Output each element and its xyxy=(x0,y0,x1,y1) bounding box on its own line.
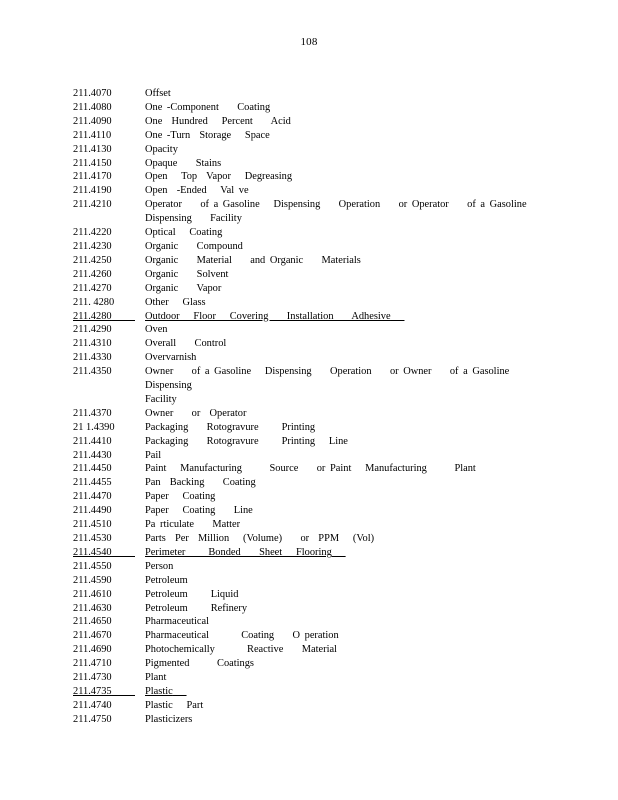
defined-term: Paper Coating xyxy=(145,491,216,503)
definition-entry xyxy=(73,351,543,365)
definition-entry xyxy=(73,198,543,226)
definition-entry xyxy=(73,713,543,727)
definition-entry xyxy=(73,588,543,602)
section-number: 211.4130 xyxy=(73,143,112,155)
definition-entry xyxy=(73,282,543,296)
defined-term: Opacity xyxy=(145,143,178,155)
defined-term: Organic Vapor xyxy=(145,282,222,294)
defined-term: Organic Material and Organic Materials xyxy=(145,254,361,266)
defined-term: One Hundred Percent Acid xyxy=(145,115,291,127)
defined-term: Open Top Vapor Degreasing xyxy=(145,171,293,183)
section-number: 211.4310 xyxy=(73,338,112,350)
defined-term: Perimeter Bonded Sheet Flooring xyxy=(145,546,332,558)
section-number: 211.4450 xyxy=(73,463,112,475)
section-number: 211.4080 xyxy=(73,101,112,113)
definition-entry xyxy=(73,323,543,337)
defined-term: Owner of a Gasoline Dispensing Operation or Owner of a Gasoline Dispensing Facility xyxy=(145,366,510,405)
defined-term: Overvarnish xyxy=(145,352,197,364)
defined-term: Oven xyxy=(145,324,168,336)
defined-term: Opaque Stains xyxy=(145,157,222,169)
section-number: 211.4170 xyxy=(73,171,112,183)
definition-entry xyxy=(73,157,543,171)
definition-entry xyxy=(73,462,543,476)
section-number: 211.4750 xyxy=(73,713,112,725)
definition-entry xyxy=(73,170,543,184)
defined-term: Packaging Rotogravure Printing Line xyxy=(145,435,348,447)
section-number: 211.4490 xyxy=(73,505,112,517)
section-number: 211.4710 xyxy=(73,658,112,670)
section-number: 211.4370 xyxy=(73,407,112,419)
definition-entry xyxy=(73,546,543,560)
section-number: 211.4630 xyxy=(73,602,112,614)
defined-term: Packaging Rotogravure Printing xyxy=(145,421,316,433)
section-number: 211.4610 xyxy=(73,588,112,600)
section-number: 211.4730 xyxy=(73,672,112,684)
definition-entry xyxy=(73,115,543,129)
definition-entry xyxy=(73,476,543,490)
section-number: 211.4470 xyxy=(73,491,112,503)
defined-term: Pharmaceutical xyxy=(145,616,210,628)
section-number: 211.4270 xyxy=(73,282,112,294)
section-number: 211.4070 xyxy=(73,88,112,99)
definition-entry xyxy=(73,129,543,143)
definition-entry xyxy=(73,643,543,657)
defined-term: One -Turn Storage Space xyxy=(145,129,270,141)
definition-entry xyxy=(73,407,543,421)
section-number: 211.4280 xyxy=(73,310,112,322)
defined-term: Overall Control xyxy=(145,338,227,350)
defined-term: Parts Per Million (Volume) or PPM (Vol) xyxy=(145,533,375,544)
defined-term: Open -Ended Val ve xyxy=(145,185,249,197)
section-number: 211.4090 xyxy=(73,115,112,127)
definition-entry xyxy=(73,296,543,310)
defined-term: Organic Compound xyxy=(145,240,243,252)
definition-entry xyxy=(73,602,543,616)
section-number: 211.4250 xyxy=(73,254,112,266)
definition-entry xyxy=(73,629,543,643)
definition-entry xyxy=(73,101,543,115)
section-number: 211.4290 xyxy=(73,324,112,336)
definition-entry xyxy=(73,699,543,713)
section-number: 211.4410 xyxy=(73,435,112,447)
defined-term: Petroleum Liquid xyxy=(145,588,239,600)
definition-entry xyxy=(73,532,543,546)
definition-entry xyxy=(73,657,543,671)
section-number: 211.4260 xyxy=(73,268,112,280)
defined-term: Pail xyxy=(145,449,162,461)
section-number: 211.4350 xyxy=(73,366,112,378)
defined-term: Paper Coating Line xyxy=(145,505,253,517)
definition-entry xyxy=(73,184,543,198)
defined-term: Pa rticulate Matter xyxy=(145,519,241,531)
defined-term: Plastic xyxy=(145,685,173,697)
defined-term: Plasticizers xyxy=(145,713,193,725)
definition-entry xyxy=(73,365,543,407)
section-number: 211.4530 xyxy=(73,533,112,544)
definition-entry xyxy=(73,254,543,268)
defined-term: Operator of a Gasoline Dispensing Operation or Operator of a Gasoline Dispensing Facility xyxy=(145,199,527,225)
section-number: 211.4550 xyxy=(73,560,112,572)
defined-term: Person xyxy=(145,560,174,572)
defined-term: Plastic Part xyxy=(145,699,204,711)
defined-term: Pan Backing Coating xyxy=(145,477,256,489)
definition-entry xyxy=(73,504,543,518)
section-number: 211.4540 xyxy=(73,546,112,558)
defined-term: Optical Coating xyxy=(145,227,223,239)
section-number: 211.4110 xyxy=(73,129,112,141)
section-number: 211.4690 xyxy=(73,644,112,656)
definition-entry xyxy=(73,240,543,254)
defined-term: Organic Solvent xyxy=(145,268,229,280)
defined-term: Pigmented Coatings xyxy=(145,658,254,670)
defined-term: Owner or Operator xyxy=(145,407,247,419)
section-number: 211.4330 xyxy=(73,352,112,364)
section-number: 211.4230 xyxy=(73,240,112,252)
section-number: 211.4210 xyxy=(73,199,112,211)
definition-entry xyxy=(73,490,543,504)
page-number: 108 xyxy=(300,36,318,48)
definition-entry xyxy=(73,574,543,588)
defined-term: Photochemically Reactive Material xyxy=(145,644,337,656)
definition-entry xyxy=(73,421,543,435)
section-number: 211.4670 xyxy=(73,630,112,642)
section-number: 211.4190 xyxy=(73,185,112,197)
section-number: 211.4650 xyxy=(73,616,112,628)
defined-term: Outdoor Floor Covering Installation Adhesive xyxy=(145,310,391,322)
section-number: 211.4430 xyxy=(73,449,112,461)
definition-entry xyxy=(73,560,543,574)
definition-entry xyxy=(73,615,543,629)
definition-entry xyxy=(73,87,543,101)
definitions-list xyxy=(73,87,543,727)
definition-entry xyxy=(73,337,543,351)
defined-term: Petroleum xyxy=(145,574,188,586)
defined-term: Petroleum Refinery xyxy=(145,602,248,614)
section-number: 211.4220 xyxy=(73,227,112,239)
definition-entry xyxy=(73,226,543,240)
section-number: 211.4590 xyxy=(73,574,112,586)
defined-term: Pharmaceutical Coating O peration xyxy=(145,630,339,642)
definition-entry xyxy=(73,685,543,699)
section-number: 211. 4280 xyxy=(73,296,115,308)
definition-entry xyxy=(73,310,543,324)
section-number: 211.4455 xyxy=(73,477,112,489)
definition-entry xyxy=(73,449,543,463)
section-number: 211.4735 xyxy=(73,685,112,697)
defined-term: Offset xyxy=(145,88,171,99)
defined-term: Plant xyxy=(145,672,167,684)
section-number: 211.4740 xyxy=(73,699,112,711)
defined-term: Paint Manufacturing Source or Paint Manufacturing Plant xyxy=(145,463,476,475)
section-number: 211.4150 xyxy=(73,157,112,169)
definition-entry xyxy=(73,435,543,449)
defined-term: One -Component Coating xyxy=(145,101,271,113)
definition-entry xyxy=(73,518,543,532)
definition-entry xyxy=(73,143,543,157)
defined-term: Other Glass xyxy=(145,296,206,308)
definition-entry xyxy=(73,268,543,282)
section-number: 21 1.4390 xyxy=(73,421,115,433)
section-number: 211.4510 xyxy=(73,519,112,531)
definition-entry xyxy=(73,671,543,685)
